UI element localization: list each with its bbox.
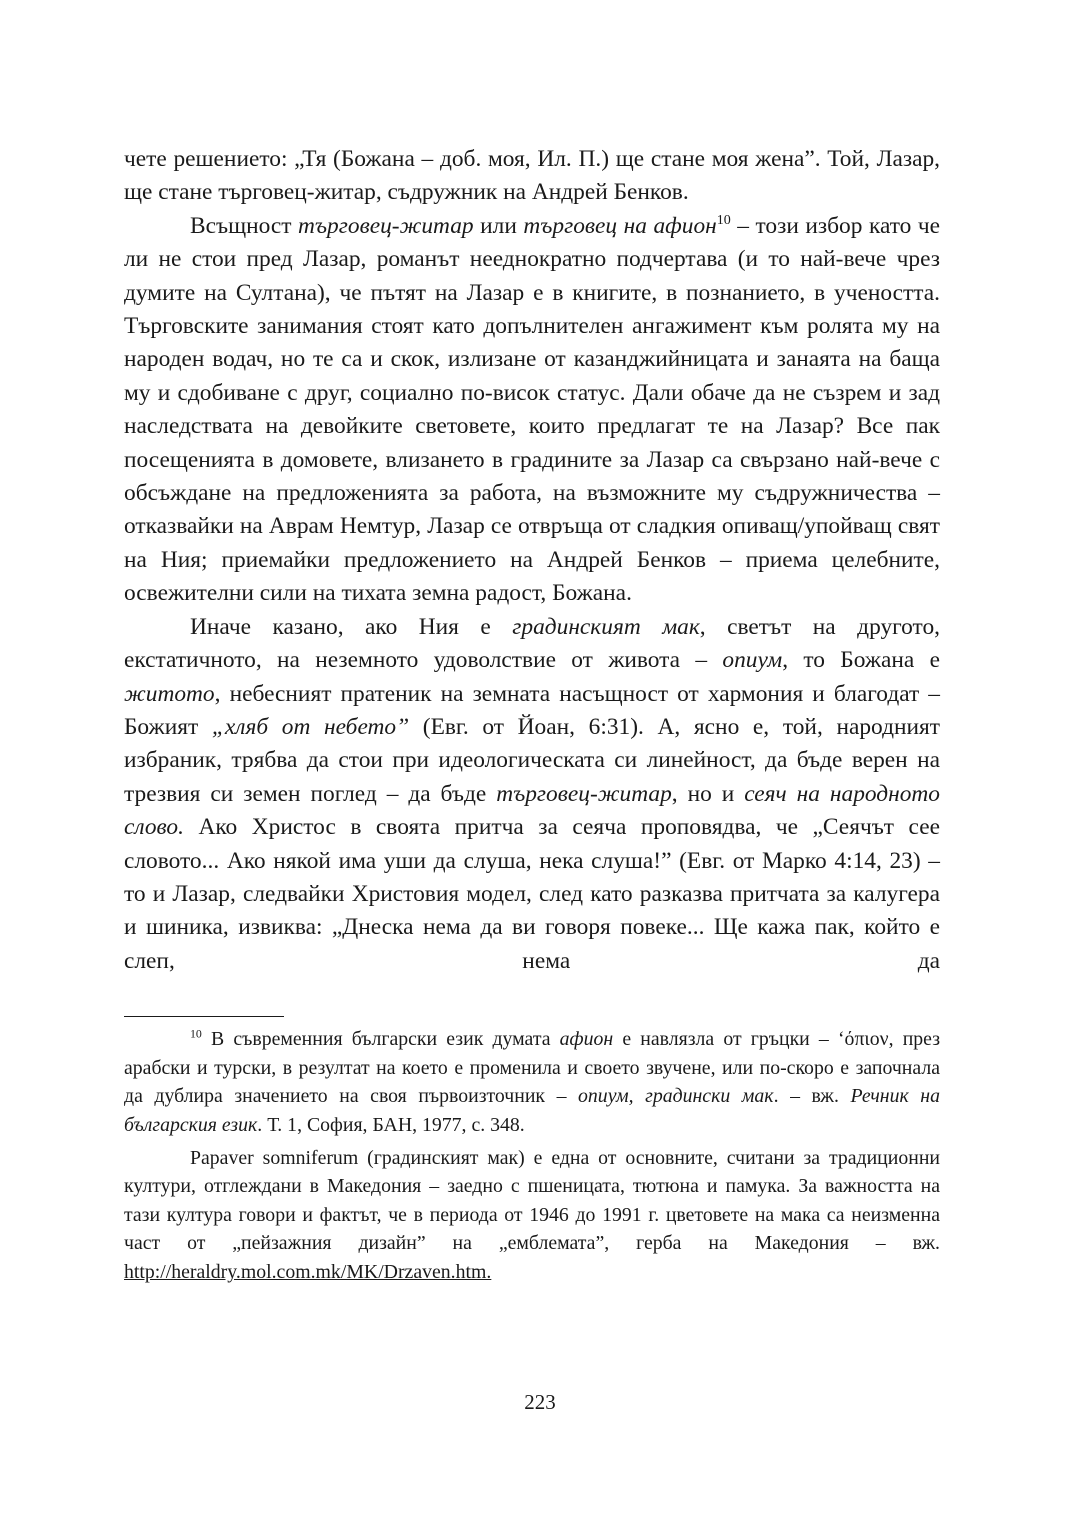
quote-bread-from-heaven: „хляб от небето” [211,713,410,740]
paragraph-3-text-5: (Евг. от Йоан, 6:31). А, ясно е, той, народният избраник, трябва да стои при идеологическата си линейност, да бъде верен на трезвия си земен поглед – да бъде [124,713,940,807]
term-opium-trader: търговец на афион [523,212,717,239]
paragraph-3-text-7: Ако Христос в своята притча за сеяча проповядва, че „Сеячът сее словото... Ако някой има уши да слуша, нека слуша!” (Евг. от Марко 4:14, 23) – то и Лазар, следвайки Христовия модел, след като разказва притчата за калугера и шиника, извиква: „Днеска нема да ви говоря повеке... Ще кажа пак, който е слеп, нема да [124,814,940,974]
page [124,143,940,1287]
footnotes [124,1025,940,1286]
footnote-10-text-2: е навлязла от гръцки – ‘όπιον, през арабски и турски, в резултат на което е променила и своето звучене, или по-скоро е започнала да дублира значението на своя първоизточник – [124,1028,941,1108]
footnote-term-opium-poppy: опиум, градински мак [578,1085,774,1108]
paragraph-3-text-3: , то Божана е [782,647,940,674]
footnote-divider [124,1016,284,1017]
paragraph-3-text-4: , небесният пратеник на земната насъщност от хармония и благодат – Божият [124,680,940,740]
term-garden-poppy: градинският мак [512,613,700,640]
footnote-term-afion: афион [559,1028,614,1051]
footnote-ref-10[interactable]: 10 [716,212,731,229]
paragraph-2-text-1: Всъщност [190,212,299,239]
paragraph-3-text-6: , но и [671,780,745,807]
body-text [124,143,940,978]
footnote-10-cont-text: Papaver somniferum (градинският мак) е една от основните, считани за традиционни култури, отглеждани в Македония – заедно с пшеницата, тютюна и памука. За важността на тази култура говори и фактът, че в периода от 1946 до 1991 г. цветовете на мака са неизменна част от „пейзажния дизайн” на „емблемата”, герба на Македония – вж. [124,1146,940,1255]
footnote-10-text-4: . Т. 1, София, БАН, 1977, с. 348. [257,1113,525,1136]
footnote-10 [124,1025,940,1139]
paragraph-3-text-2: , светът на другото, екстатичното, на неземното удоволствие от живота – [124,613,940,674]
paragraph-3 [124,611,940,978]
paragraph-1-text: чете решението: „Тя (Божана – доб. моя, Ил. П.) ще стане моя жена”. Той, Лазар, ще стане търговец-житар, съдружник на Андрей Бенков. [124,146,940,206]
paragraph-2-text-3: – този избор като че ли не стои пред Лазар, романът нееднократно подчертава (и то най-вече чрез думите на Султана), че пътят на Лазар е в книгите, в познанието, в учеността. Търговските занимания стоят като допълнителен ангажимент към ролята му на народен водач, но те са и скок, излизане от казанджийницата и занаята на баща му и сдобиване с друг, социално по-висок статус. Дали обаче да не съзрем и зад наследствата на девойките световете, които предлагат те на Лазар? Все пак посещенията в домовете, влизането в градините за Лазар са свързано най-вече с обсъждане на предложенията за работа, на възможните му съдружничества – отказвайки на Аврам Немтур, Лазар се отвръща от сладкия опиващ/упойващ свят на Ния; приемайки предложението на Андрей Бенков – приема целебните, освежителни сили на тихата земна радост, Божана. [124,212,940,607]
paragraph-2-text-2: или [473,212,524,239]
term-opium: опиум [722,647,783,674]
term-wheat: житото [124,680,215,707]
footnote-10-text-3: . – вж. [773,1085,851,1108]
term-trader-grain-2: търговец-житар [496,780,672,807]
term-sower-of-word: сеяч на народното слово. [124,780,940,841]
term-trader-grain: търговец-житар [298,212,474,239]
footnote-10-text-1: В съвременния български език думата [201,1028,560,1051]
heraldry-link[interactable]: http://heraldry.mol.com.mk/MK/Drzaven.htm. [124,1260,492,1283]
footnote-10-continued [124,1144,940,1287]
footnote-10-number: 10 [190,1026,202,1041]
page-number: 223 [524,1390,556,1414]
footnote-dictionary-title: Речник на българския език [124,1085,940,1136]
paragraph-3-text-1: Иначе казано, ако Ния е [190,613,513,640]
paragraph-2 [124,210,940,611]
paragraph-1 [124,143,940,210]
